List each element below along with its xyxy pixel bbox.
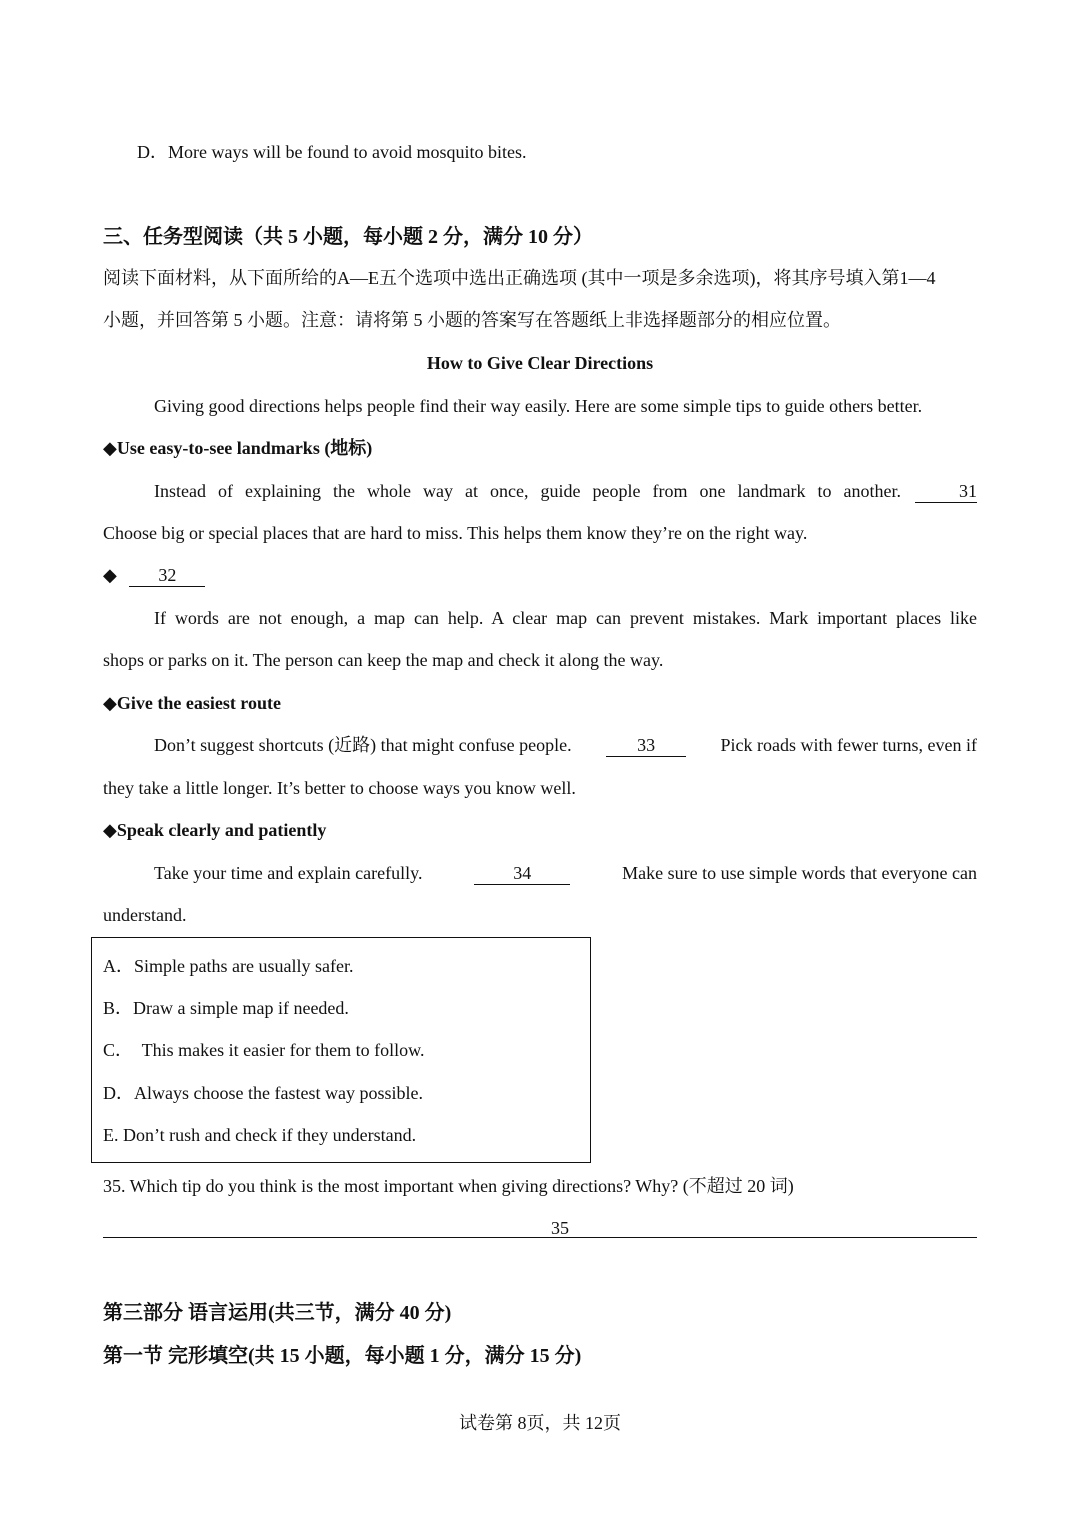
diamond-bullet-icon: ◆ [103,565,117,585]
blank-34[interactable]: 34 [474,864,570,885]
page-footer: 试卷第 8页，共 12页 [459,1413,621,1433]
tip1-heading: ◆Use easy-to-see landmarks (地标) [103,438,373,458]
option-c: C． This makes it easier for them to follow. [103,1040,425,1060]
tip2-heading [103,566,205,587]
tip4-text-b: Make sure to use simple words that everyone can [622,863,977,883]
tip3-line-2: they take a little longer. It’s better to choose ways you know well. [103,778,576,798]
instructions-line-2: 小题，并回答第 5 小题。注意：请将第 5 小题的答案写在答题纸上非选择题部分的相应位置。 [103,310,841,330]
blank-32[interactable]: 32 [129,566,205,587]
tip1-line-2: Choose big or special places that are hard to miss. This helps them know they’re on the right way. [103,523,808,543]
tip4-text-a: Take your time and explain carefully. [154,863,423,883]
part3-subtitle: 第一节 完形填空(共 15 小题，每小题 1 分，满分 15 分) [103,1345,582,1367]
tip4-heading: ◆Speak clearly and patiently [103,820,327,840]
tip3-text-a: Don’t suggest shortcuts (近路) that might confuse people. [154,735,572,755]
option-b: B．Draw a simple map if needed. [103,998,349,1018]
passage-title: How to Give Clear Directions [426,353,654,373]
tip3-heading: ◆Give the easiest route [103,693,281,713]
tip4-line-1 [154,864,977,885]
tip4-line-2: understand. [103,905,187,925]
option-e: E. Don’t rush and check if they understand. [103,1125,417,1145]
tip3-line-1 [154,736,977,757]
blank-33[interactable]: 33 [606,736,686,757]
answer-line[interactable] [103,1237,977,1238]
question-35: 35. Which tip do you think is the most important when giving directions? Why? (不超过 20 词) [103,1176,794,1196]
blank-31[interactable]: 31 [915,482,977,503]
tip1-line-1 [154,482,977,503]
instructions-line-1: 阅读下面材料，从下面所给的A—E五个选项中选出正确选项 (其中一项是多余选项)，将其序号填入第1—4 [103,268,936,288]
part3-title: 第三部分 语言运用(共三节，满分 40 分) [103,1302,452,1324]
tip3-text-b: Pick roads with fewer turns, even if [720,735,977,755]
tip1-text: Instead of explaining the whole way at once, guide people from one landmark to another. [154,481,901,501]
tip2-line-1: If words are not enough, a map can help. A clear map can prevent mistakes. Mark important places like [154,608,977,628]
tip2-line-2: shops or parks on it. The person can keep the map and check it along the way. [103,650,664,670]
option-d: D．Always choose the fastest way possible. [103,1083,423,1103]
passage-intro: Giving good directions helps people find their way easily. Here are some simple tips to guide others better. [154,396,923,416]
answer-line-label: 35 [551,1218,569,1238]
section-title: 三、任务型阅读（共 5 小题，每小题 2 分，满分 10 分） [103,226,593,248]
prev-option-d: D．More ways will be found to avoid mosquito bites. [137,142,527,162]
option-a: A．Simple paths are usually safer. [103,956,354,976]
